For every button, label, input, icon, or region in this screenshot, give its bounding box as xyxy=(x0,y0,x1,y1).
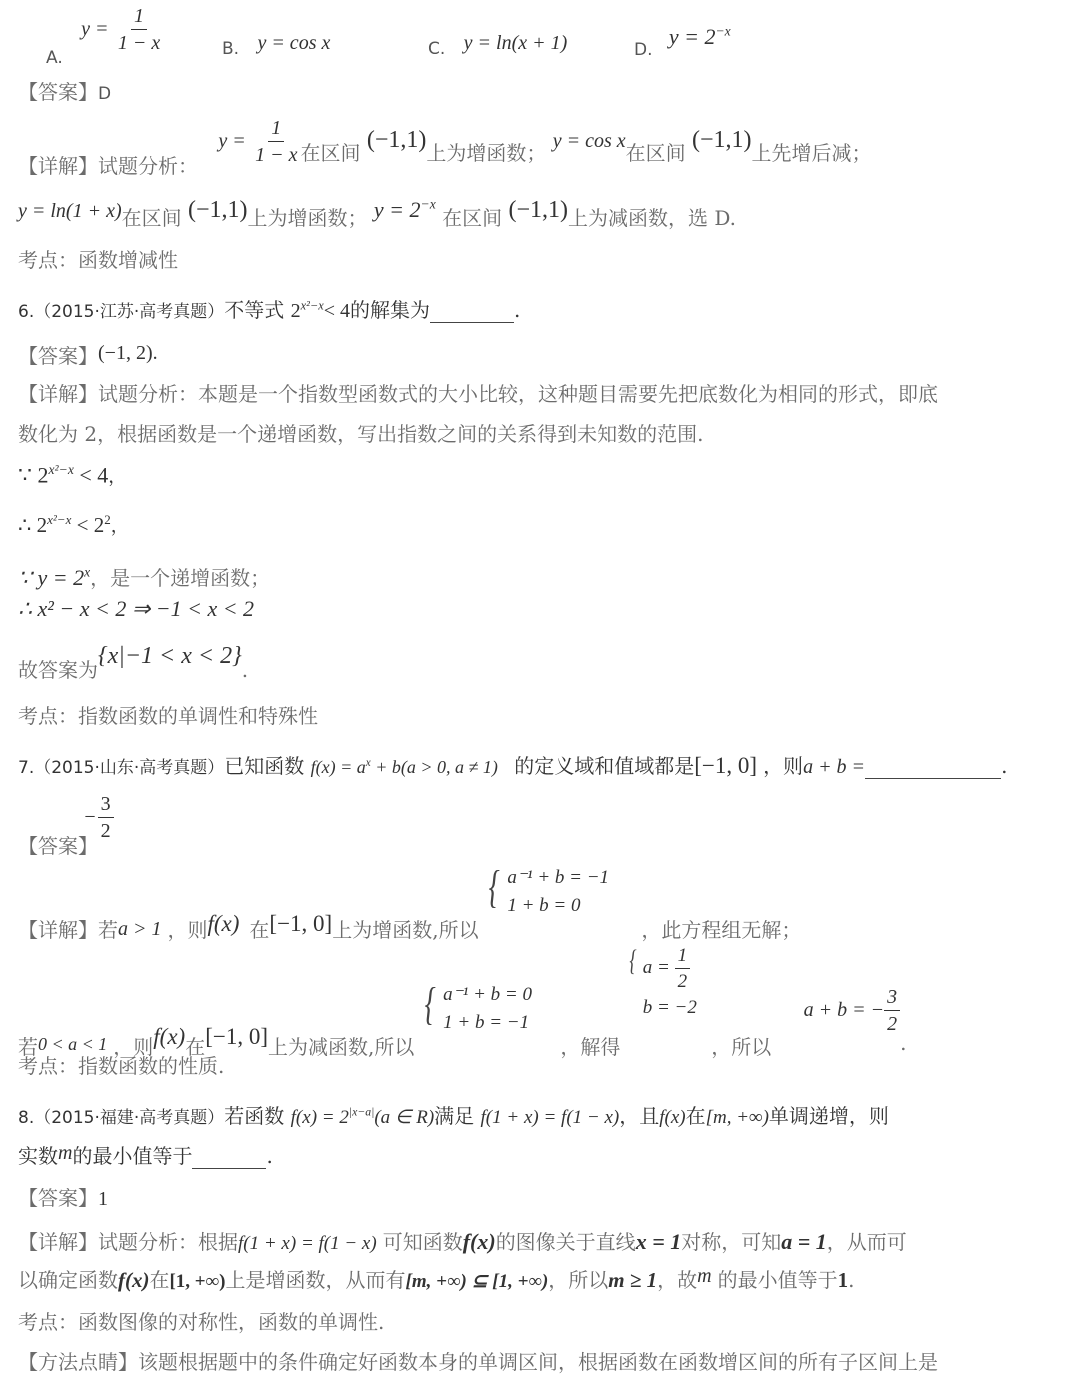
q8-d1-a: a = 1 xyxy=(781,1229,827,1254)
q5-in-interval-4: 在区间 xyxy=(442,206,503,230)
q5-interval-2: (−1,1) xyxy=(692,127,752,153)
q6-step3-text: ，是一个递增函数； xyxy=(90,566,271,590)
q7-d2-result-lhs: a + b = − xyxy=(803,999,885,1022)
q6-answer-blank[interactable] xyxy=(430,298,514,323)
q8-d2-f: f(x) xyxy=(118,1268,150,1292)
option-b-expr: y = cos x xyxy=(257,32,331,54)
q8-kaodian xyxy=(18,1306,384,1335)
q7-f-base: f(x) = a xyxy=(310,757,366,777)
q7-d2-sol1 xyxy=(643,946,697,991)
q7-d2-so: ，所以 xyxy=(711,1035,772,1060)
q8-d2-mm: m xyxy=(697,1265,712,1287)
q5-f1-prefix: y = xyxy=(218,130,246,152)
q8-detail-tag: 【详解】 xyxy=(18,1230,98,1254)
q7-answer-num: 3 xyxy=(98,794,114,818)
q7-text3: ，则 xyxy=(763,754,804,778)
q6-step2-mid: < 2 xyxy=(71,513,105,537)
q7-d2-sol1-num: 1 xyxy=(675,946,691,969)
q8-d1e: ，从而可 xyxy=(826,1230,907,1254)
q6-ineq xyxy=(291,300,350,322)
q8-d2-int: [1, +∞) xyxy=(169,1271,226,1292)
q8-f-exp: |x−a| xyxy=(348,1105,375,1119)
q8-d2-one: 1 xyxy=(837,1268,849,1292)
q7-answer-den: 2 xyxy=(100,820,111,842)
q7-d2-result xyxy=(804,987,901,1034)
q6-step3-exp: x xyxy=(84,564,91,580)
q8-d2e: ，故 xyxy=(657,1268,698,1292)
q6-step3 xyxy=(18,562,270,591)
q6-detail1: 试题分析：本题是一个指数型函数式的大小比较，这种题目需要先把底数化为相同的形式，即底 xyxy=(98,382,938,406)
q6-step2-exp2: 2 xyxy=(104,512,111,527)
q7-answer-fraction xyxy=(98,794,114,841)
q8-d1-x: x = 1 xyxy=(635,1229,682,1254)
q5-answer-line xyxy=(18,76,111,105)
option-d-label: D. xyxy=(634,40,653,61)
q5-kaodian xyxy=(18,244,178,273)
q6-step1-post: < 4 xyxy=(73,462,109,488)
option-a-prefix: y = xyxy=(81,18,109,40)
q5-in-interval-1: 在区间 xyxy=(300,141,361,165)
option-c-expr: y = ln(x + 1) xyxy=(463,32,568,54)
q7-d2-sol1-den: 2 xyxy=(677,971,688,992)
q8-m: m xyxy=(58,1142,73,1164)
q8-interval: [m, +∞) xyxy=(705,1107,769,1128)
q7-kaodian xyxy=(18,1050,224,1079)
q8-f-base: f(x) = 2 xyxy=(290,1107,349,1128)
q8-text4: 在 xyxy=(685,1104,706,1128)
q7-d1-brace: { xyxy=(488,861,500,912)
q6-step1-comma: ， xyxy=(108,466,127,487)
q5-f4-exp: −x xyxy=(420,196,436,212)
q7-d1-end: ，此方程组无解； xyxy=(641,918,802,943)
q7-d1-if: 若 xyxy=(98,918,118,943)
option-a-fraction xyxy=(115,6,163,53)
q8-answer-value: 1 xyxy=(98,1188,108,1210)
q7-d1-in: 在 xyxy=(249,918,270,943)
q5-inc-1: 上为增函数； xyxy=(426,141,547,165)
q7-d1-system xyxy=(485,861,610,919)
q7-d2-solution xyxy=(627,946,697,1020)
option-d-exp: −x xyxy=(715,24,731,39)
q8-answer-tag: 【答案】 xyxy=(18,1186,98,1210)
q8-d2b: 在 xyxy=(149,1268,170,1292)
q7-answer-blank[interactable] xyxy=(865,754,1001,779)
q5-f4 xyxy=(374,197,436,222)
q7-d2-result-num: 3 xyxy=(884,987,900,1011)
q8-d2-sub: [m, +∞) ⊆ [1, +∞) xyxy=(405,1271,549,1292)
q7-d2-result-den: 2 xyxy=(887,1013,898,1036)
option-b xyxy=(222,30,331,59)
q6-text2: 的解集为 xyxy=(350,298,431,322)
q7-d2-domain: [−1, 0] xyxy=(205,1024,269,1050)
q6-conclusion xyxy=(18,640,249,682)
q8-period: . xyxy=(266,1144,273,1168)
q7-text2: 的定义域和值域都是 xyxy=(514,754,695,778)
q8-f xyxy=(291,1107,435,1128)
q5-answer-value: D xyxy=(98,84,112,104)
q6-step2-exp: x²−x xyxy=(47,512,72,527)
q6-detail2: 数化为 2，根据函数是一个递增函数，写出指数之间的关系得到未知数的范围. xyxy=(18,422,704,446)
q8-d2a: 以确定函数 xyxy=(18,1268,118,1292)
q7-number: 7.（2015·山东·高考真题） xyxy=(18,758,225,778)
q8-d2g: . xyxy=(848,1268,855,1292)
q6-kaodian-tag: 考点： xyxy=(18,704,78,728)
q6-conclusion-set: {x|−1 < x < 2} xyxy=(98,643,242,669)
q8-number: 8.（2015·福建·高考真题） xyxy=(18,1108,225,1128)
q7-d2-if: 若 xyxy=(18,1035,38,1060)
q6-answer-line xyxy=(18,340,158,369)
option-a-den: 1 − x xyxy=(117,32,161,54)
q8-d1b: 可知函数 xyxy=(382,1230,463,1254)
q7-d2-sol2: b = −2 xyxy=(642,997,697,1018)
q6-question xyxy=(18,294,520,323)
q6-period: . xyxy=(514,298,521,322)
q5-kaodian-text: 函数增减性 xyxy=(78,248,178,272)
q6-exp: x²−x xyxy=(300,298,324,313)
q7-d2-brace: { xyxy=(424,978,436,1030)
q7-d2-cond: 0 < a < 1 xyxy=(38,1034,108,1055)
q7-answer-tag: 【答案】 xyxy=(18,834,98,858)
q6-number: 6.（2015·江苏·高考真题） xyxy=(18,302,225,322)
q5-detail-tag: 【详解】 xyxy=(18,154,98,178)
q6-step2 xyxy=(18,512,129,538)
q7-f xyxy=(311,757,498,777)
q7-period: . xyxy=(1001,754,1008,778)
q8-d2f: 的最小值等于 xyxy=(717,1268,838,1292)
q6-kaodian-text: 指数函数的单调性和特殊性 xyxy=(78,704,318,728)
q7-d1-then: ，则 xyxy=(167,918,208,943)
q8-d2d: ，所以 xyxy=(548,1268,609,1292)
option-a xyxy=(46,5,163,68)
q8-method-text: 该题根据题中的条件确定好函数本身的单调区间，根据函数在函数增区间的所有子区间上是 xyxy=(138,1350,938,1374)
q7-d1-cond: a > 1 xyxy=(118,918,162,941)
q8-d2c: 上是增函数，从而有 xyxy=(225,1268,406,1292)
q7-d1-eq2: 1 + b = 0 xyxy=(507,894,581,916)
q7-d2-system xyxy=(421,978,533,1036)
q8-detail-line2 xyxy=(18,1264,854,1293)
q7-d2-in: 在 xyxy=(185,1035,206,1060)
q7-f-rest: + b(a > 0, a ≠ 1) xyxy=(370,757,498,777)
option-c xyxy=(428,30,568,59)
q6-answer-value: (−1, 2). xyxy=(98,342,158,364)
q6-text1: 不等式 xyxy=(224,298,285,322)
option-b-label: B. xyxy=(222,39,240,59)
q6-detail-line1 xyxy=(18,378,938,407)
q5-intro: 试题分析： xyxy=(98,154,198,178)
q5-interval-1: (−1,1) xyxy=(366,127,427,153)
option-d xyxy=(634,24,731,61)
q7-answer-value xyxy=(84,794,113,841)
q6-rest: < 4 xyxy=(323,300,351,322)
q7-f-exp: x xyxy=(365,757,371,769)
q6-step3-expr xyxy=(18,565,90,590)
q7-d1-eq1: a⁻¹ + b = −1 xyxy=(507,867,610,888)
q5-interval-3: (−1,1) xyxy=(187,197,248,223)
q8-d1-f: f(x) xyxy=(462,1229,496,1254)
q5-f2: y = cos x xyxy=(552,130,626,152)
q8-d1a: 试题分析：根据 xyxy=(98,1230,238,1254)
q7-d2-solve: ，解得 xyxy=(560,1035,621,1060)
q6-step1-exp: x²−x xyxy=(48,462,74,477)
q8-d1d: 对称，可知 xyxy=(681,1230,782,1254)
q8-detail-line1 xyxy=(18,1226,907,1255)
q5-inc-2: 上为增函数； xyxy=(247,206,368,230)
q7-d1-domain: [−1, 0] xyxy=(269,911,333,937)
q8-line2b: 的最小值等于 xyxy=(72,1144,193,1168)
q7-d2-result-fraction xyxy=(884,987,900,1034)
q5-interval-4: (−1,1) xyxy=(508,197,568,223)
q8-kaodian-tag: 考点： xyxy=(18,1310,78,1334)
q6-detail-tag: 【详解】 xyxy=(18,382,98,406)
q7-d2-eq1: a⁻¹ + b = 0 xyxy=(443,984,533,1006)
q7-question xyxy=(18,750,1007,779)
q6-step3-pre: ∵ y = 2 xyxy=(18,565,85,590)
q8-cond: f(1 + x) = f(1 − x) xyxy=(480,1107,620,1128)
q6-step1 xyxy=(18,462,126,488)
q7-d1-f: f(x) xyxy=(207,911,240,937)
q8-method-tag: 【方法点睛】 xyxy=(18,1350,138,1374)
q7-d1-inc: 上为增函数,所以 xyxy=(332,918,479,943)
q8-line2a: 实数 xyxy=(18,1144,58,1168)
option-a-num: 1 xyxy=(131,6,147,30)
q6-step1-pre: ∵ 2 xyxy=(18,462,49,488)
q6-step4 xyxy=(18,596,254,622)
q6-conclusion-text: 故答案为 xyxy=(18,658,98,682)
q6-step2-comma: ， xyxy=(110,516,129,536)
q8-answer-blank[interactable] xyxy=(192,1144,266,1169)
q8-text3: ，且 xyxy=(619,1104,660,1128)
q7-d2-sol1-lhs: a = xyxy=(642,956,670,978)
q8-d1-cond: f(1 + x) = f(1 − x) xyxy=(238,1233,377,1254)
q8-text2: 满足 xyxy=(434,1104,475,1128)
q8-text1: 若函数 xyxy=(224,1104,285,1128)
q8-fx: f(x) xyxy=(659,1107,686,1128)
q7-detail-tag: 【详解】 xyxy=(18,918,98,943)
q5-detail-line1 xyxy=(18,117,872,178)
q6-step2-pre: ∴ 2 xyxy=(18,513,48,537)
q7-d2-then: ，则 xyxy=(113,1035,154,1060)
q5-in-interval-3: 在区间 xyxy=(121,206,182,230)
q7-answer-line xyxy=(18,793,134,858)
q5-f4-base: y = 2 xyxy=(373,197,421,222)
q5-f1-den: 1 − x xyxy=(255,144,298,166)
q7-domain: [−1, 0] xyxy=(694,753,758,778)
q6-detail-line2 xyxy=(18,418,703,447)
q5-f1-num: 1 xyxy=(268,118,284,142)
q8-text5: 单调递增，则 xyxy=(768,1104,889,1128)
q8-method xyxy=(18,1346,938,1375)
option-a-label: A. xyxy=(46,48,63,68)
q8-question-line2 xyxy=(18,1140,273,1169)
option-d-base: y = 2 xyxy=(668,24,716,50)
q7-answer-sign: − xyxy=(84,806,96,828)
q7-detail-line2 xyxy=(18,944,907,1060)
q7-kaodian-tag: 考点： xyxy=(18,1054,78,1078)
q8-answer-line xyxy=(18,1182,108,1211)
q5-incdec: 上先增后减； xyxy=(751,141,872,165)
q6-base: 2 xyxy=(290,300,301,322)
q7-text1: 已知函数 xyxy=(224,754,305,778)
q5-answer-tag: 【答案】 xyxy=(18,80,98,104)
q5-in-interval-2: 在区间 xyxy=(625,141,686,165)
q5-detail-line2 xyxy=(18,194,737,230)
q6-answer-tag: 【答案】 xyxy=(18,344,98,368)
q7-kaodian-text: 指数函数的性质. xyxy=(78,1054,225,1078)
q6-step4-text: ∴ x² − x < 2 ⇒ −1 < x < 2 xyxy=(18,596,255,621)
q6-conclusion-end: . xyxy=(241,658,249,682)
q7-d2-sol-brace: { xyxy=(629,944,637,977)
q5-dec-choose: 上为减函数，选 D. xyxy=(568,206,737,230)
q5-kaodian-tag: 考点： xyxy=(18,248,78,272)
q7-d2-f: f(x) xyxy=(153,1024,186,1050)
q7-d2-end: . xyxy=(900,1031,907,1056)
q5-f1-fraction xyxy=(252,118,300,165)
option-c-label: C. xyxy=(428,39,446,59)
option-d-expr xyxy=(669,24,731,49)
q7-detail-line1 xyxy=(18,861,802,943)
q8-kaodian-text: 函数图像的对称性，函数的单调性. xyxy=(78,1310,385,1334)
q8-d1c: 的图像关于直线 xyxy=(495,1230,636,1254)
q5-f3: y = ln(1 + x) xyxy=(18,200,122,222)
q7-ab: a + b = xyxy=(803,756,866,778)
q8-question-line1 xyxy=(18,1100,889,1129)
q8-f-rest: (a ∈ R) xyxy=(374,1107,435,1128)
q7-d2-eq2: 1 + b = −1 xyxy=(443,1011,530,1033)
q7-d2-dec: 上为减函数,所以 xyxy=(268,1035,415,1060)
q6-kaodian xyxy=(18,700,318,729)
q8-d2-m: m ≥ 1 xyxy=(608,1268,658,1292)
